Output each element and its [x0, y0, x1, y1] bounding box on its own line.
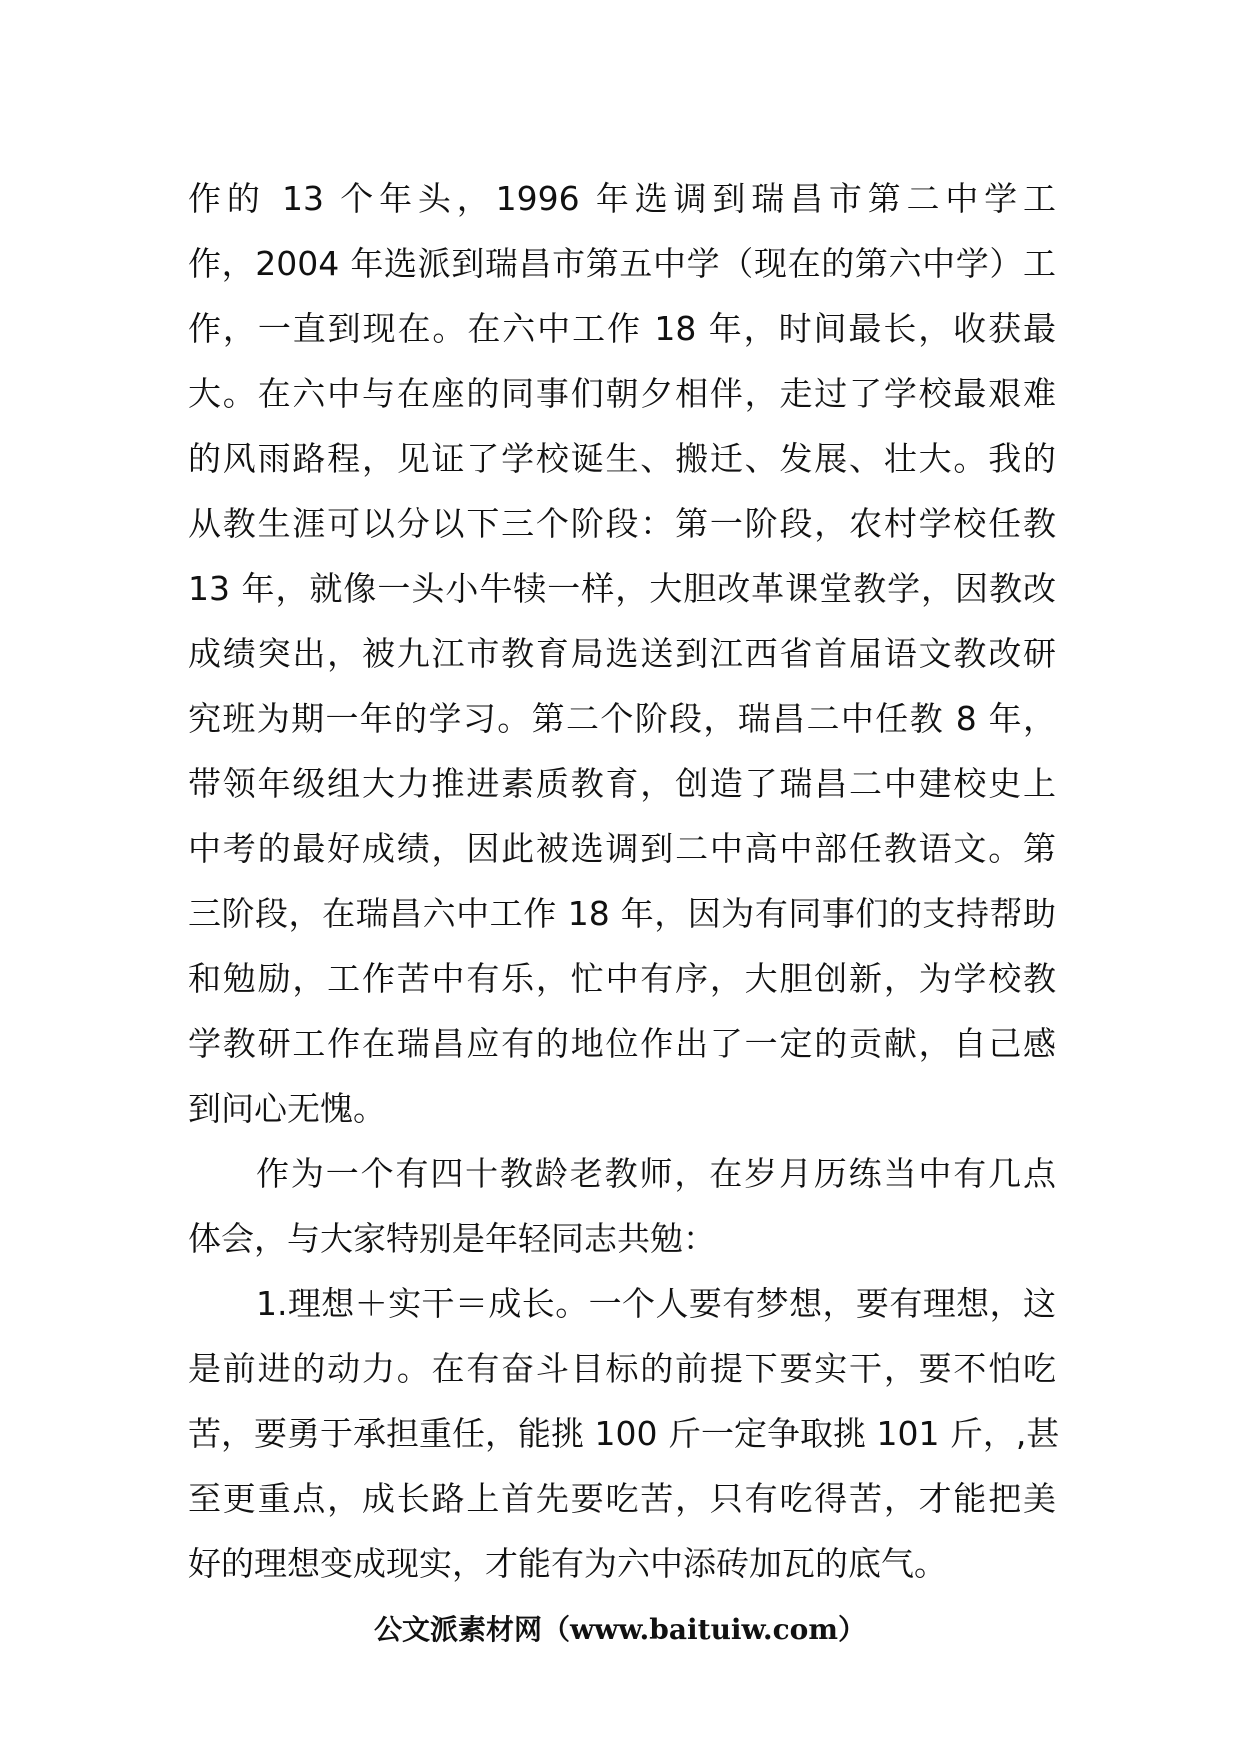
text-line: 作为一个有四十教龄老教师，在岁月历练当中有几点 [256, 1154, 1056, 1193]
text-line: 从教生涯可以分以下三个阶段：第一阶段，农村学校任教 [188, 504, 1056, 543]
footer-watermark: 公文派素材网（www.baituiw.com） [374, 1613, 866, 1646]
text-line: 是前进的动力。在有奋斗目标的前提下要实干，要不怕吃 [188, 1349, 1056, 1388]
text-line: 13 年，就像一头小牛犊一样，大胆改革课堂教学，因教改 [188, 569, 1056, 608]
text-line: 作，一直到现在。在六中工作 18 年，时间最长，收获最 [188, 309, 1056, 348]
text-line: 的风雨路程，见证了学校诞生、搬迁、发展、壮大。我的 [188, 439, 1056, 478]
text-line: 苦，要勇于承担重任，能挑 100 斤一定争取挑 101 斤，,甚 [188, 1414, 1060, 1453]
text-line: 成绩突出，被九江市教育局选送到江西省首届语文教改研 [188, 634, 1056, 673]
text-line: 究班为期一年的学习。第二个阶段，瑞昌二中任教 8 年， [188, 699, 1056, 738]
text-line: 三阶段，在瑞昌六中工作 18 年，因为有同事们的支持帮助 [188, 894, 1056, 933]
text-line: 好的理想变成现实，才能有为六中添砖加瓦的底气。 [188, 1544, 947, 1583]
text-line: 学教研工作在瑞昌应有的地位作出了一定的贡献，自己感 [188, 1024, 1056, 1063]
text-line: 和勉励，工作苦中有乐，忙中有序，大胆创新，为学校教 [188, 959, 1056, 998]
text-line: 带领年级组大力推进素质教育，创造了瑞昌二中建校史上 [188, 764, 1056, 803]
text-line: 作，2004 年选派到瑞昌市第五中学（现在的第六中学）工 [188, 244, 1056, 283]
text-line: 体会，与大家特别是年轻同志共勉： [188, 1219, 716, 1258]
text-line: 中考的最好成绩，因此被选调到二中高中部任教语文。第 [188, 829, 1056, 868]
text-line: 大。在六中与在座的同事们朝夕相伴，走过了学校最艰难 [188, 374, 1056, 413]
text-line: 作的 13 个年头，1996 年选调到瑞昌市第二中学工 [188, 179, 1056, 218]
text-line: 到问心无愧。 [188, 1089, 386, 1128]
document-body [188, 166, 1060, 1596]
text-line: 1.理想＋实干＝成长。一个人要有梦想，要有理想，这 [256, 1284, 1056, 1323]
text-line: 至更重点，成长路上首先要吃苦，只有吃得苦，才能把美 [188, 1479, 1056, 1518]
